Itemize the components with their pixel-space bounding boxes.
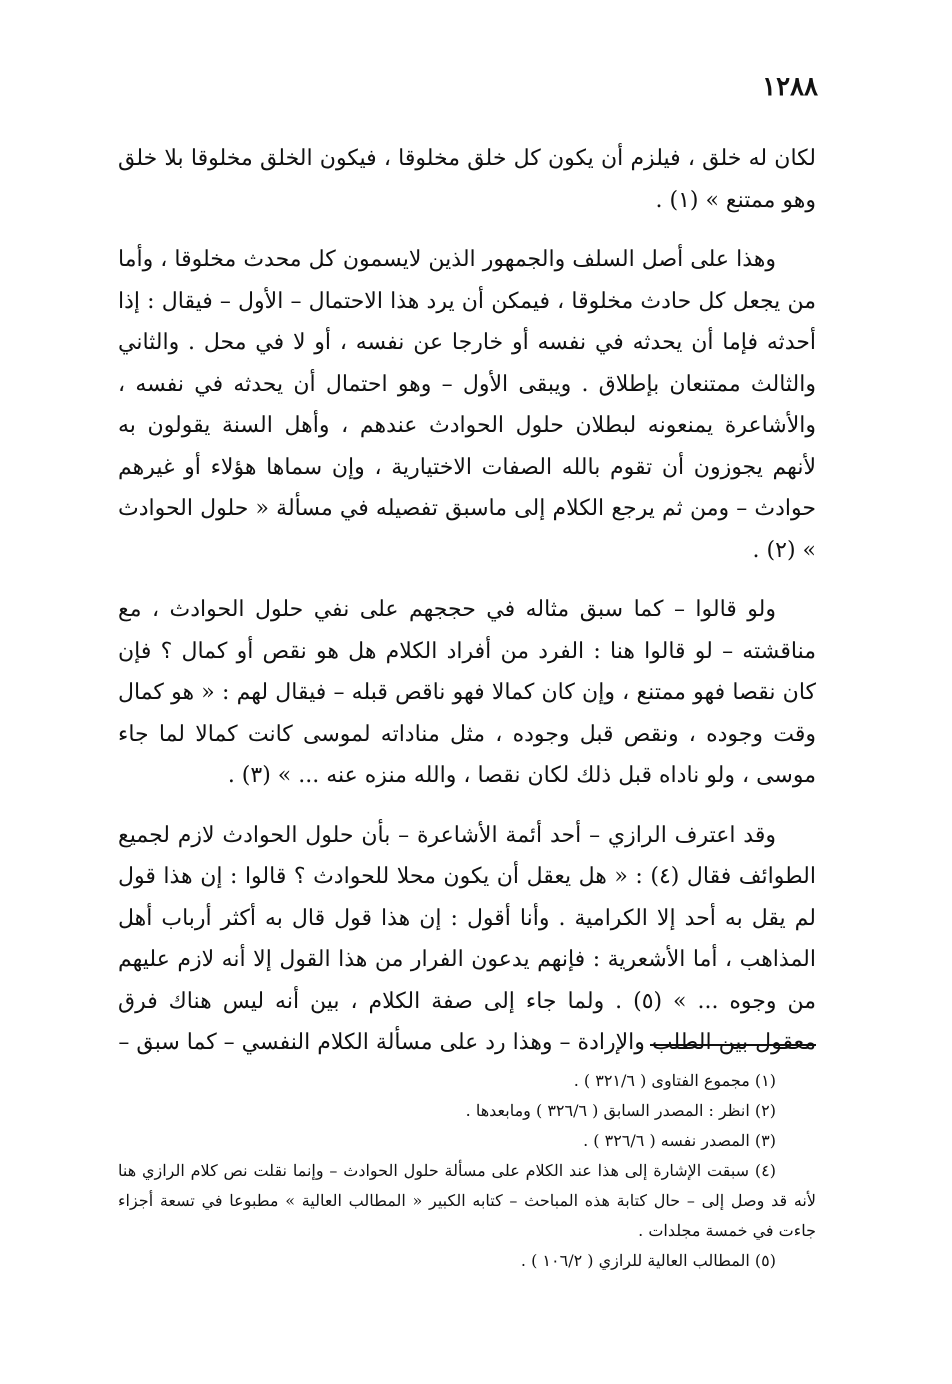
footnotes — [118, 1066, 816, 1276]
paragraph-2: وهذا على أصل السلف والجمهور الذين لايسمون كل محدث مخلوقا ، وأما من يجعل كل حادث مخلوقا ، فيمكن أن يرد هذا الاحتمال – الأول – فيقال : إذا أحدثه فإما أن يحدثه في نفسه أو خارجا عن نفسه ، أو لا في محل . والثاني والثالث ممتنعان بإطلاق . ويبقى الأول – وهو احتمال أن يحدثه في نفسه ، والأشاعرة يمنعونه لبطلان حلول الحوادث عندهم ، وأهل السنة يقولون به لأنهم يجوزون أن تقوم بالله الصفات الاختيارية ، وإن سماها هؤلاء أو غيرهم حوادث – ومن ثم يرجع الكلام إلى ماسبق تفصيله في مسألة « حلول الحوادث » (٢) . — [118, 247, 816, 563]
main-text — [118, 138, 816, 1082]
footnote-1: (١) مجموع الفتاوى ( ٣٢١/٦ ) . — [573, 1071, 776, 1090]
footnote-separator — [650, 1044, 816, 1046]
page-number: ١٢٨٨ — [762, 72, 818, 102]
paragraph-1: لكان له خلق ، فيلزم أن يكون كل خلق مخلوقا ، فيكون الخلق مخلوقا بلا خلق وهو ممتنع » (١) . — [118, 146, 816, 213]
footnote-5: (٥) المطالب العالية للرازي ( ١٠٦/٢ ) . — [520, 1251, 776, 1270]
footnote-2: (٢) انظر : المصدر السابق ( ٣٢٦/٦ ) ومابعدها . — [465, 1101, 776, 1120]
footnote-4: (٤) سبقت الإشارة إلى هذا عند الكلام على مسألة حلول الحوادث – وإنما نقلت نص كلام الرازي هنا لأنه قد وصل إلى – حال كتابة هذه المباحث – كتابه الكبير « المطالب العالية » مطبوعا في تسعة أجزاء جاءت في خمسة مجلدات . — [118, 1161, 816, 1240]
paragraph-4: وقد اعترف الرازي – أحد أئمة الأشاعرة – بأن حلول الحوادث لازم لجميع الطوائف فقال (٤) : « هل يعقل أن يكون محلا للحوادث ؟ قالوا : إن هذا قول لم يقل به أحد إلا الكرامية . وأنا أقول : إن هذا قول قال به أكثر أرباب أهل المذاهب ، أما الأشعرية : فإنهم يدعون الفرار من هذا القول إلا أنه لازم عليهم من وجوه ... » (٥) . ولما جاء إلى صفة الكلام ، بين أنه ليس هناك فرق معقول بين الطلب والإرادة – وهذا رد على مسألة الكلام النفسي – كما سبق – — [118, 822, 816, 1055]
paragraph-3: ولو قالوا – كما سبق مثاله في حججهم على نفي حلول الحوادث ، مع مناقشته – لو قالوا هنا : الفرد من أفراد الكلام هل هو نقص أو كمال ؟ فإن كان نقصا فهو ممتنع ، وإن كان كمالا فهو ناقص قبله – فيقال لهم : « هو كمال وقت وجوده ، ونقص قبل وجوده ، مثل مناداته لموسى كانت كمالا لما جاء موسى ، ولو ناداه قبل ذلك لكان نقصا ، والله منزه عنه ... » (٣) . — [118, 597, 816, 788]
footnote-3: (٣) المصدر نفسه ( ٣٢٦/٦ ) . — [583, 1131, 776, 1150]
